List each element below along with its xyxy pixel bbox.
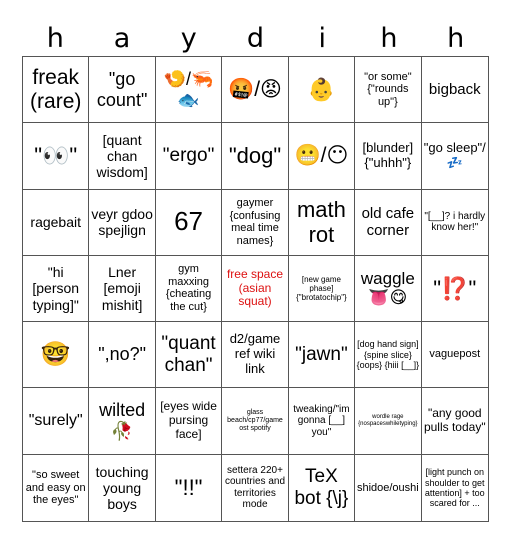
cell-text: "⁉️" bbox=[433, 275, 477, 301]
cell-text: "[__]? i hardly know her!" bbox=[424, 210, 486, 234]
bingo-cell[interactable] bbox=[156, 455, 222, 521]
cell-text: gym maxxing {cheating the cut} bbox=[165, 263, 212, 314]
cell-text: "quant chan" bbox=[161, 332, 216, 376]
bingo-cell[interactable] bbox=[355, 190, 421, 256]
bingo-cell[interactable] bbox=[289, 322, 355, 388]
cell-text: glass beach/cp77/game ost spotify bbox=[227, 408, 283, 433]
cell-text: shidoe/oushi bbox=[356, 481, 419, 494]
cell-text: wordle rage {nospaceswhiletyping} bbox=[358, 414, 418, 428]
bingo-cell[interactable] bbox=[289, 57, 355, 123]
cell-text: 😬/😶 bbox=[294, 143, 349, 167]
cell-text: "go count" bbox=[96, 68, 148, 110]
cell-text: [eyes wide pursing face] bbox=[160, 399, 217, 441]
cell-text: gaymer {confusing meal time names} bbox=[229, 196, 281, 247]
cell-text: wilted 🥀 bbox=[99, 400, 146, 442]
bingo-grid bbox=[22, 56, 489, 522]
cell-text: touching young boys bbox=[95, 463, 149, 512]
bingo-cell[interactable] bbox=[156, 190, 222, 256]
header-letter: y bbox=[180, 23, 197, 54]
bingo-cell[interactable] bbox=[222, 123, 288, 189]
cell-text: TeX bot {\j} bbox=[294, 466, 349, 509]
bingo-cell[interactable] bbox=[89, 190, 155, 256]
bingo-cell[interactable] bbox=[222, 57, 288, 123]
bingo-cell[interactable] bbox=[156, 322, 222, 388]
bingo-cell[interactable] bbox=[355, 123, 421, 189]
header-letter: i bbox=[318, 23, 326, 54]
cell-text: old cafe corner bbox=[361, 204, 415, 240]
bingo-cell[interactable] bbox=[422, 322, 488, 388]
cell-text: "!!" bbox=[174, 475, 203, 501]
bingo-cell[interactable] bbox=[422, 455, 488, 521]
bingo-cell[interactable] bbox=[422, 57, 488, 123]
cell-text: "ergo" bbox=[162, 145, 215, 166]
cell-text: "so sweet and easy on the eyes" bbox=[25, 468, 86, 507]
bingo-cell[interactable] bbox=[23, 256, 89, 322]
cell-text: settera 220+ countries and territories mode bbox=[224, 464, 286, 511]
bingo-cell[interactable] bbox=[355, 388, 421, 454]
cell-text: waggle 👅😋 bbox=[360, 268, 415, 308]
cell-text: tweaking/"im gonna [__] you" bbox=[293, 403, 350, 438]
bingo-cell[interactable] bbox=[422, 123, 488, 189]
cell-text: "or some" {"rounds up"} bbox=[364, 70, 412, 108]
bingo-cell[interactable] bbox=[289, 455, 355, 521]
cell-text: bigback bbox=[428, 81, 481, 99]
cell-text: free space (asian squat) bbox=[226, 266, 284, 309]
bingo-cell[interactable] bbox=[156, 123, 222, 189]
cell-text: "any good pulls today" bbox=[423, 406, 486, 435]
bingo-cell[interactable] bbox=[422, 190, 488, 256]
bingo-cell[interactable] bbox=[222, 455, 288, 521]
cell-text: "👀" bbox=[34, 143, 78, 169]
bingo-cell[interactable] bbox=[156, 57, 222, 123]
cell-text: 🤬/😡 bbox=[228, 77, 282, 101]
bingo-cell[interactable] bbox=[289, 388, 355, 454]
cell-text: [blunder] {"uhhh"} bbox=[362, 139, 414, 170]
cell-text: [light punch on shoulder to get attention] + too scared for ... bbox=[424, 467, 485, 509]
bingo-cell[interactable] bbox=[23, 57, 89, 123]
bingo-cell[interactable] bbox=[156, 388, 222, 454]
bingo-cell[interactable] bbox=[222, 322, 288, 388]
cell-text: [new game phase] {"brotatochip"} bbox=[296, 274, 347, 303]
cell-text: math rot bbox=[296, 196, 346, 248]
cell-text: [dog hand sign] {spine slice} {oops} {hiii [__]} bbox=[356, 339, 420, 370]
bingo-cell[interactable] bbox=[89, 57, 155, 123]
cell-text: [quant chan wisdom] bbox=[96, 131, 148, 180]
bingo-cell[interactable] bbox=[355, 256, 421, 322]
header-row bbox=[22, 22, 489, 56]
bingo-cell[interactable] bbox=[89, 322, 155, 388]
cell-text: d2/game ref wiki link bbox=[229, 331, 281, 377]
cell-text: "jawn" bbox=[295, 343, 348, 365]
bingo-cell[interactable] bbox=[355, 57, 421, 123]
bingo-cell[interactable] bbox=[222, 190, 288, 256]
header-letter: a bbox=[113, 23, 131, 54]
cell-text: "surely" bbox=[28, 411, 83, 429]
bingo-cell[interactable] bbox=[23, 322, 89, 388]
cell-text: "hi [person typing]" bbox=[32, 264, 80, 313]
bingo-cell[interactable] bbox=[289, 190, 355, 256]
cell-text: veyr gdoo spejlign bbox=[91, 206, 153, 239]
bingo-cell[interactable] bbox=[289, 123, 355, 189]
bingo-cell[interactable] bbox=[355, 322, 421, 388]
header-letter: h bbox=[380, 23, 398, 54]
header-letter: h bbox=[447, 23, 465, 54]
cell-text: ragebait bbox=[30, 214, 81, 231]
cell-text: freak (rare) bbox=[30, 65, 82, 113]
bingo-cell[interactable] bbox=[23, 190, 89, 256]
bingo-cell[interactable] bbox=[89, 123, 155, 189]
bingo-cell[interactable] bbox=[222, 388, 288, 454]
bingo-cell[interactable] bbox=[89, 455, 155, 521]
header-letter: d bbox=[246, 23, 265, 54]
cell-text: "dog" bbox=[228, 143, 282, 169]
bingo-cell[interactable] bbox=[422, 256, 488, 322]
bingo-cell[interactable] bbox=[23, 455, 89, 521]
bingo-cell[interactable] bbox=[23, 123, 89, 189]
free-space-cell[interactable] bbox=[222, 256, 288, 322]
bingo-cell[interactable] bbox=[89, 256, 155, 322]
cell-text: 67 bbox=[174, 206, 204, 237]
cell-text: Lner [emoji mishit] bbox=[101, 264, 143, 313]
cell-text: ",no?" bbox=[98, 344, 147, 365]
bingo-cell[interactable] bbox=[422, 388, 488, 454]
cell-text: 🤓 bbox=[40, 340, 71, 368]
cell-text: 👶 bbox=[307, 76, 336, 102]
bingo-cell[interactable] bbox=[355, 455, 421, 521]
header-letter: h bbox=[46, 23, 64, 54]
bingo-cell[interactable] bbox=[289, 256, 355, 322]
bingo-cell[interactable] bbox=[89, 388, 155, 454]
bingo-cell[interactable] bbox=[23, 388, 89, 454]
cell-text: 🍤/🦐🐟 bbox=[163, 68, 214, 110]
cell-text: vaguepost bbox=[429, 348, 481, 361]
cell-text: "go sleep"/💤 bbox=[423, 139, 486, 170]
bingo-cell[interactable] bbox=[156, 256, 222, 322]
